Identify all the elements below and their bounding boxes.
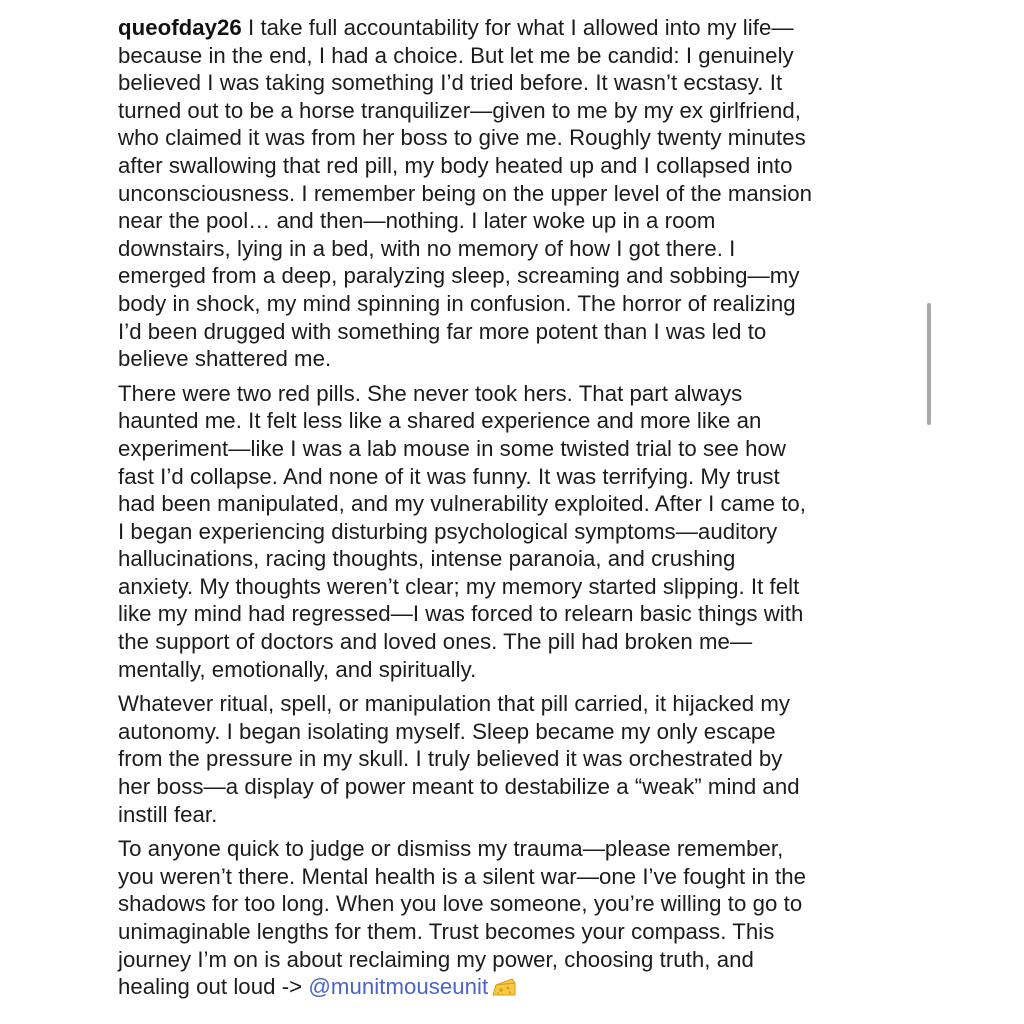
caption-paragraph-4 [118, 835, 893, 1004]
caption-text-1: I take full accountability for what I allowed into my life— because in the end, I had a choice. But let me be candid: I genuinely believed I was taking something I’d tried before. It wasn’t ecstasy. It turned out to be a horse tranquilizer—given to me by my ex girlfriend, who claimed it was from her boss to give me. Roughly twenty minutes after swallowing that red pill, my body heated up and I collapsed into unconsciousness. I remember being on the upper level of the mansion near the pool… and then—nothing. I later woke up in a room downstairs, lying in a bed, with no memory of how I got there. I emerged from a deep, paralyzing sleep, screaming and sobbing—my body in shock, my mind spinning in confusion. The horror of realizing I’d been drugged with something far more potent than I was led to believe shattered me. [118, 15, 813, 372]
username-link[interactable]: queofday26 [118, 15, 242, 40]
mention-link[interactable]: @munitmouseunit [308, 974, 489, 1000]
caption-text-4: To anyone quick to judge or dismiss my trauma—please remember, you weren’t there. Mental health is a silent war—one I’ve fought in the shadows for too long. When you love someone, you’re willing to go to unimaginable lengths for them. Trust becomes your compass. This journey I’m on is about reclaiming my power, choosing truth, and healing out loud -> [118, 836, 807, 1000]
cheese-icon [492, 976, 516, 1004]
caption-paragraph-3: Whatever ritual, spell, or manipulation that pill carried, it hijacked my autonomy. I began isolating myself. Sleep became my only escape from the pressure in my skull. I truly believed it was orchestrated by her boss—a display of power meant to destabilize a “weak” mind and instill fear. [118, 691, 800, 827]
post-caption [118, 14, 893, 1011]
caption-paragraph-2: There were two red pills. She never took hers. That part always haunted me. It felt less like a shared experience and more like an experiment—like I was a lab mouse in some twisted trial to see how fast I’d collapse. And none of it was funny. It was terrifying. My trust had been manipulated, and my vulnerability exploited. After I came to, I began experiencing disturbing psychological symptoms—auditory hallucinations, racing thoughts, intense paranoia, and crushing anxiety. My thoughts weren’t clear; my memory started slipping. It felt like my mind had regressed—I was forced to relearn basic things with the support of doctors and loved ones. The pill had broken me— mentally, emotionally, and spiritually. [118, 380, 807, 682]
caption-paragraph-1 [118, 14, 893, 373]
scrollbar-thumb[interactable] [927, 303, 931, 425]
